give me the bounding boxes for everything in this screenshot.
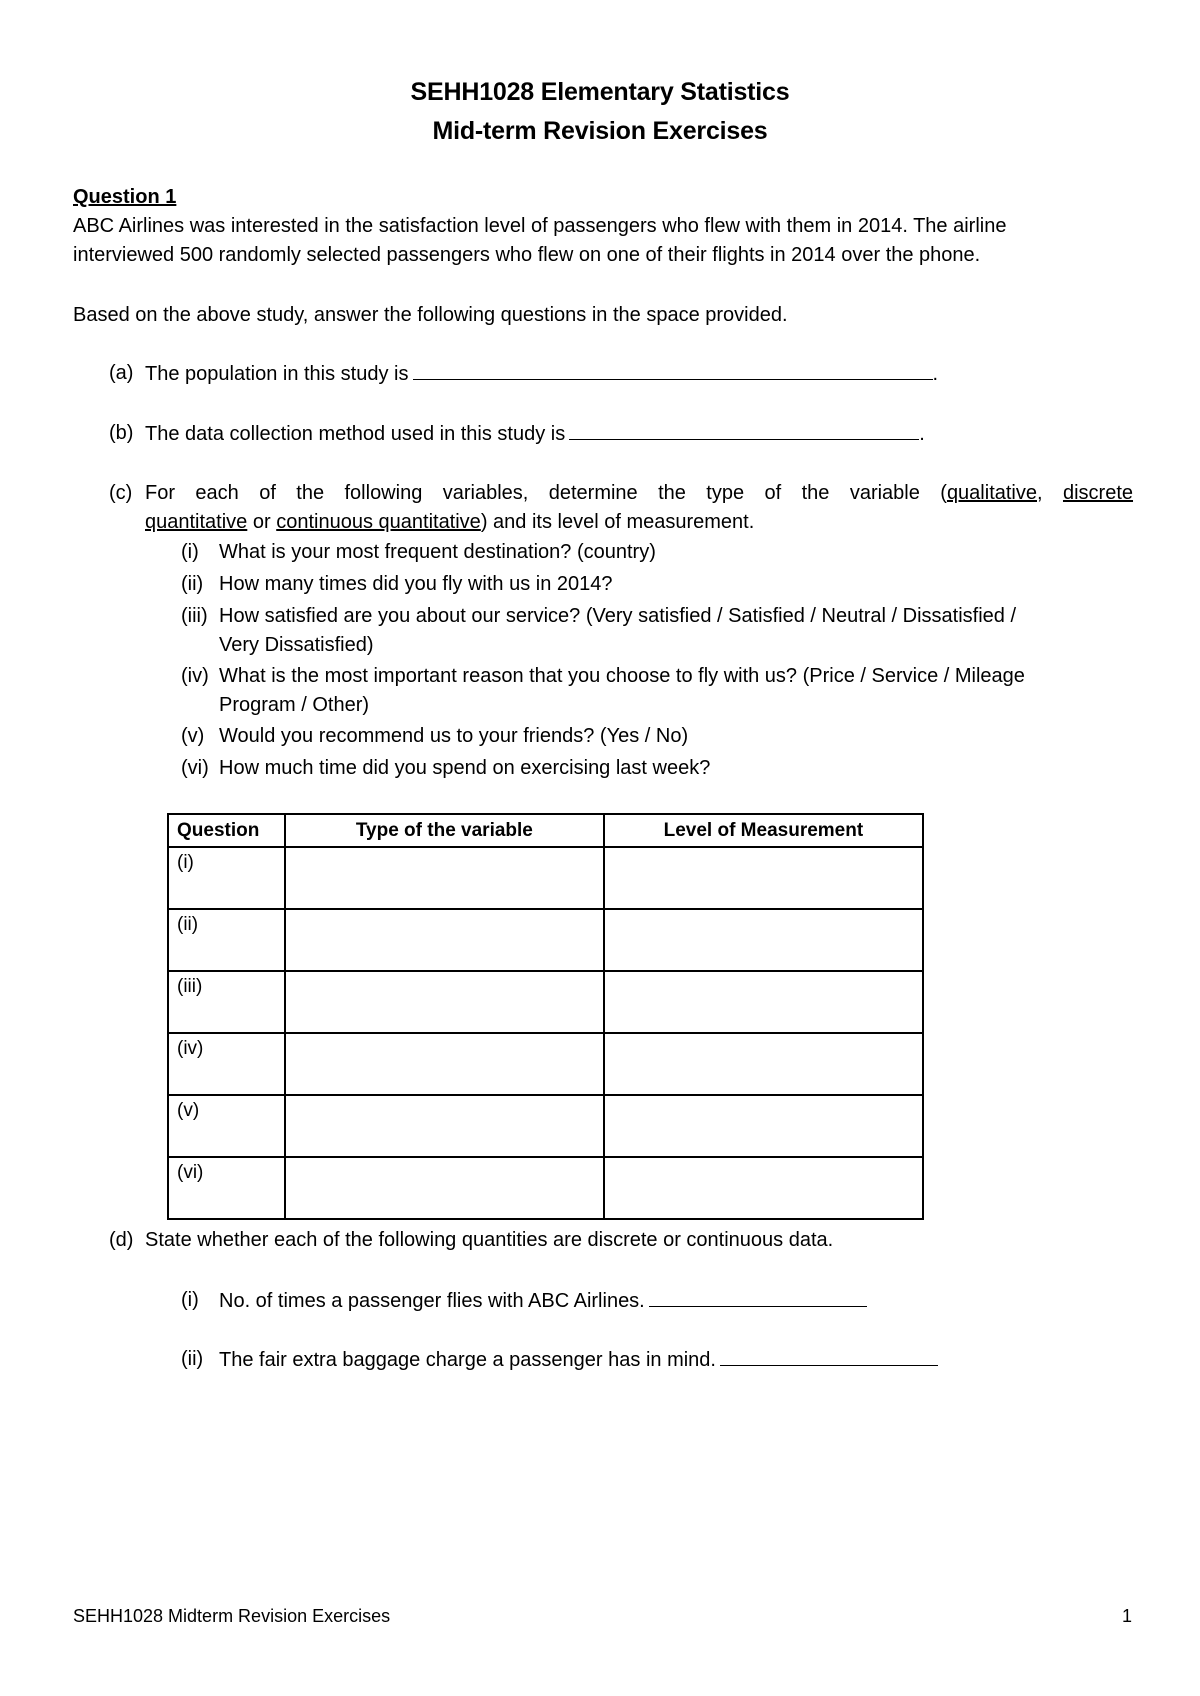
level-answer-cell[interactable] <box>604 909 923 971</box>
part-c-item-label: (ii) <box>181 573 204 595</box>
part-a-text <box>145 359 938 389</box>
part-c-line2 <box>145 508 754 537</box>
part-a-period: . <box>932 363 939 385</box>
table-row-label: (v) <box>168 1095 285 1157</box>
part-c-item-label: (iv) <box>181 665 209 687</box>
part-c-item-text: How much time did you spend on exercising last week? <box>219 757 711 779</box>
type-answer-cell[interactable] <box>285 971 604 1033</box>
part-d-item-text: No. of times a passenger flies with ABC Airlines. <box>219 1290 645 1312</box>
level-answer-cell[interactable] <box>604 847 923 909</box>
part-d-item-label: (ii) <box>181 1348 204 1370</box>
part-d-label: (d) <box>109 1229 134 1251</box>
footer-page-number: 1 <box>1122 1606 1133 1626</box>
level-answer-cell[interactable] <box>604 1095 923 1157</box>
part-c-item-text: How satisfied are you about our service? (Very satisfied / Satisfied / Neutral / Dissatisfied / <box>219 605 1017 627</box>
part-c-item-text: How many times did you fly with us in 2014? <box>219 573 613 595</box>
part-c-item-text: Would you recommend us to your friends? (Yes / No) <box>219 725 689 747</box>
part-b-label: (b) <box>109 422 134 444</box>
table-row <box>168 1095 923 1157</box>
document-subtitle: Mid-term Revision Exercises <box>432 117 768 145</box>
footer-course: SEHH1028 Midterm Revision Exercises <box>73 1606 391 1626</box>
part-b-answer-blank[interactable] <box>569 419 919 440</box>
table-row <box>168 909 923 971</box>
table-header-question: Question <box>168 814 285 847</box>
part-d-answer-blank[interactable] <box>720 1345 938 1366</box>
type-answer-cell[interactable] <box>285 1033 604 1095</box>
type-answer-cell[interactable] <box>285 909 604 971</box>
part-c-or: or <box>252 511 271 533</box>
part-d-item <box>219 1286 867 1316</box>
table-row-label: (vi) <box>168 1157 285 1219</box>
part-c-item-label: (iii) <box>181 605 208 627</box>
part-c-prompt: For each of the following variables, determine the type of the variable ( <box>145 482 947 504</box>
part-c-item-text: What is the most important reason that you choose to fly with us? (Price / Service / Mileage <box>219 665 1025 687</box>
part-c-item-label: (i) <box>181 541 199 563</box>
table-row-label: (ii) <box>168 909 285 971</box>
table-row <box>168 1157 923 1219</box>
table-row-label: (iv) <box>168 1033 285 1095</box>
table-row <box>168 1033 923 1095</box>
table-header-row <box>168 814 923 847</box>
part-d-item <box>219 1345 938 1375</box>
table-header-type: Type of the variable <box>285 814 604 847</box>
level-answer-cell[interactable] <box>604 971 923 1033</box>
table-row <box>168 971 923 1033</box>
option-continuous: continuous quantitative <box>276 511 481 533</box>
part-a-answer-blank[interactable] <box>413 359 933 380</box>
part-c-item-text: What is your most frequent destination? (country) <box>219 541 656 563</box>
part-b-period: . <box>919 423 925 445</box>
question-instruction: Based on the above study, answer the following questions in the space provided. <box>73 304 788 326</box>
part-c-item-text-cont: Very Dissatisfied) <box>219 634 374 656</box>
question-intro-line2: interviewed 500 randomly selected passengers who flew on one of their flights in 2014 over the phone. <box>73 244 981 266</box>
part-d-item-text: The fair extra baggage charge a passenger has in mind. <box>219 1349 716 1371</box>
table-header-level: Level of Measurement <box>604 814 923 847</box>
answer-table <box>167 813 924 1220</box>
option-qualitative: qualitative <box>946 482 1037 504</box>
option-discrete-cont: quantitative <box>145 511 248 533</box>
part-b-question: The data collection method used in this study is <box>145 423 566 445</box>
part-d-item-label: (i) <box>181 1289 199 1311</box>
table-row-label: (iii) <box>168 971 285 1033</box>
type-answer-cell[interactable] <box>285 1095 604 1157</box>
part-c-label: (c) <box>109 482 133 504</box>
part-b-text <box>145 419 925 449</box>
type-answer-cell[interactable] <box>285 847 604 909</box>
part-c-item-text-cont: Program / Other) <box>219 694 370 716</box>
part-c-line2-end: ) and its level of measurement. <box>480 511 755 533</box>
part-a-question: The population in this study is <box>145 363 409 385</box>
part-c-comma: , <box>1037 482 1043 504</box>
part-d-answer-blank[interactable] <box>649 1286 867 1307</box>
option-discrete: discrete <box>1062 482 1134 504</box>
document-title: SEHH1028 Elementary Statistics <box>410 78 790 106</box>
level-answer-cell[interactable] <box>604 1033 923 1095</box>
part-c-line1 <box>145 479 1133 508</box>
question-label: Question 1 <box>73 186 177 208</box>
part-a-label: (a) <box>109 362 134 384</box>
question-intro-line1: ABC Airlines was interested in the satisfaction level of passengers who flew with them in 2014. The airline <box>73 215 1007 237</box>
type-answer-cell[interactable] <box>285 1157 604 1219</box>
table-row <box>168 847 923 909</box>
part-c-item-label: (vi) <box>181 757 209 779</box>
part-d-text: State whether each of the following quantities are discrete or continuous data. <box>145 1229 834 1251</box>
part-c-item-label: (v) <box>181 725 205 747</box>
level-answer-cell[interactable] <box>604 1157 923 1219</box>
table-row-label: (i) <box>168 847 285 909</box>
